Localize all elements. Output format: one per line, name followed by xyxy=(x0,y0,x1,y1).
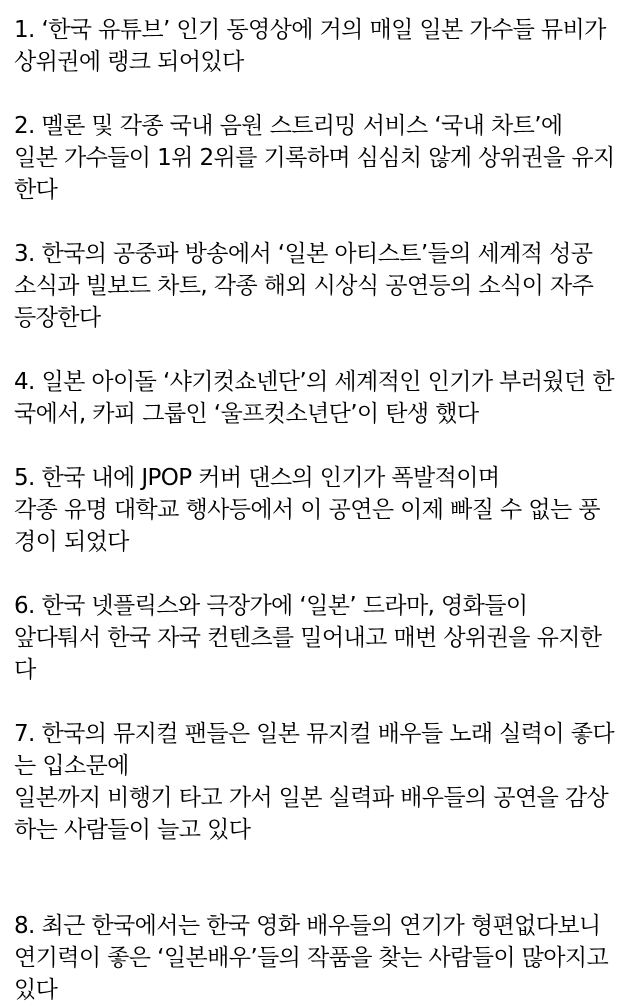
paragraph-gap xyxy=(14,686,630,718)
text-line: 1. ‘한국 유튜브’ 인기 동영상에 거의 매일 일본 가수들 뮤비가 xyxy=(14,17,606,43)
list-item-3 xyxy=(14,238,630,334)
paragraph-gap xyxy=(14,558,630,590)
paragraph-gap xyxy=(14,430,630,462)
text-line: 등장한다 xyxy=(14,305,101,331)
text-line: 는 입소문에 xyxy=(14,753,129,779)
text-line: 상위권에 랭크 되어있다 xyxy=(14,49,244,75)
text-line: 다 xyxy=(14,657,36,683)
text-line: 8. 최근 한국에서는 한국 영화 배우들의 연기가 형편없다보니 xyxy=(14,913,601,939)
text-line: 소식과 빌보드 차트, 각종 해외 시상식 공연등의 소식이 자주 xyxy=(14,273,594,299)
text-line: 경이 되었다 xyxy=(14,529,129,555)
text-line: 5. 한국 내에 JPOP 커버 댄스의 인기가 폭발적이며 xyxy=(14,465,500,491)
text-line: 4. 일본 아이돌 ‘샤기컷쇼넨단’의 세계적인 인기가 부러웠던 한 xyxy=(14,369,614,395)
text-line: 6. 한국 넷플릭스와 극장가에 ‘일본’ 드라마, 영화들이 xyxy=(14,593,528,619)
paragraph-gap xyxy=(14,334,630,366)
text-line: 3. 한국의 공중파 방송에서 ‘일본 아티스트’들의 세계적 성공 xyxy=(14,241,593,267)
list-item-2 xyxy=(14,110,630,206)
text-line: 7. 한국의 뮤지컬 팬들은 일본 뮤지컬 배우들 노래 실력이 좋다 xyxy=(14,721,614,747)
text-line: 있다 xyxy=(14,977,58,1003)
list-item-8 xyxy=(14,910,630,1006)
list-item-4 xyxy=(14,366,630,430)
paragraph-gap xyxy=(14,206,630,238)
text-line: 일본 가수들이 1위 2위를 기록하며 심심치 않게 상위권을 유지 xyxy=(14,145,615,171)
text-line: 각종 유명 대학교 행사등에서 이 공연은 이제 빠질 수 없는 풍 xyxy=(14,497,600,523)
paragraph-gap xyxy=(14,846,630,910)
text-line: 연기력이 좋은 ‘일본배우’들의 작품을 찾는 사람들이 많아지고 xyxy=(14,945,609,971)
list-item-6 xyxy=(14,590,630,686)
text-line: 일본까지 비행기 타고 가서 일본 실력파 배우들의 공연을 감상 xyxy=(14,785,609,811)
paragraph-gap xyxy=(14,78,630,110)
list-item-5 xyxy=(14,462,630,558)
text-line: 앞다퉈서 한국 자국 컨텐츠를 밀어내고 매번 상위권을 유지한 xyxy=(14,625,602,651)
text-line: 한다 xyxy=(14,177,58,203)
list-item-7 xyxy=(14,718,630,846)
text-line: 국에서, 카피 그룹인 ‘울프컷소년단’이 탄생 했다 xyxy=(14,401,479,427)
document-body xyxy=(14,14,630,1006)
text-line: 하는 사람들이 늘고 있다 xyxy=(14,817,251,843)
text-line: 2. 멜론 및 각종 국내 음원 스트리밍 서비스 ‘국내 차트’에 xyxy=(14,113,563,139)
list-item-1 xyxy=(14,14,630,78)
